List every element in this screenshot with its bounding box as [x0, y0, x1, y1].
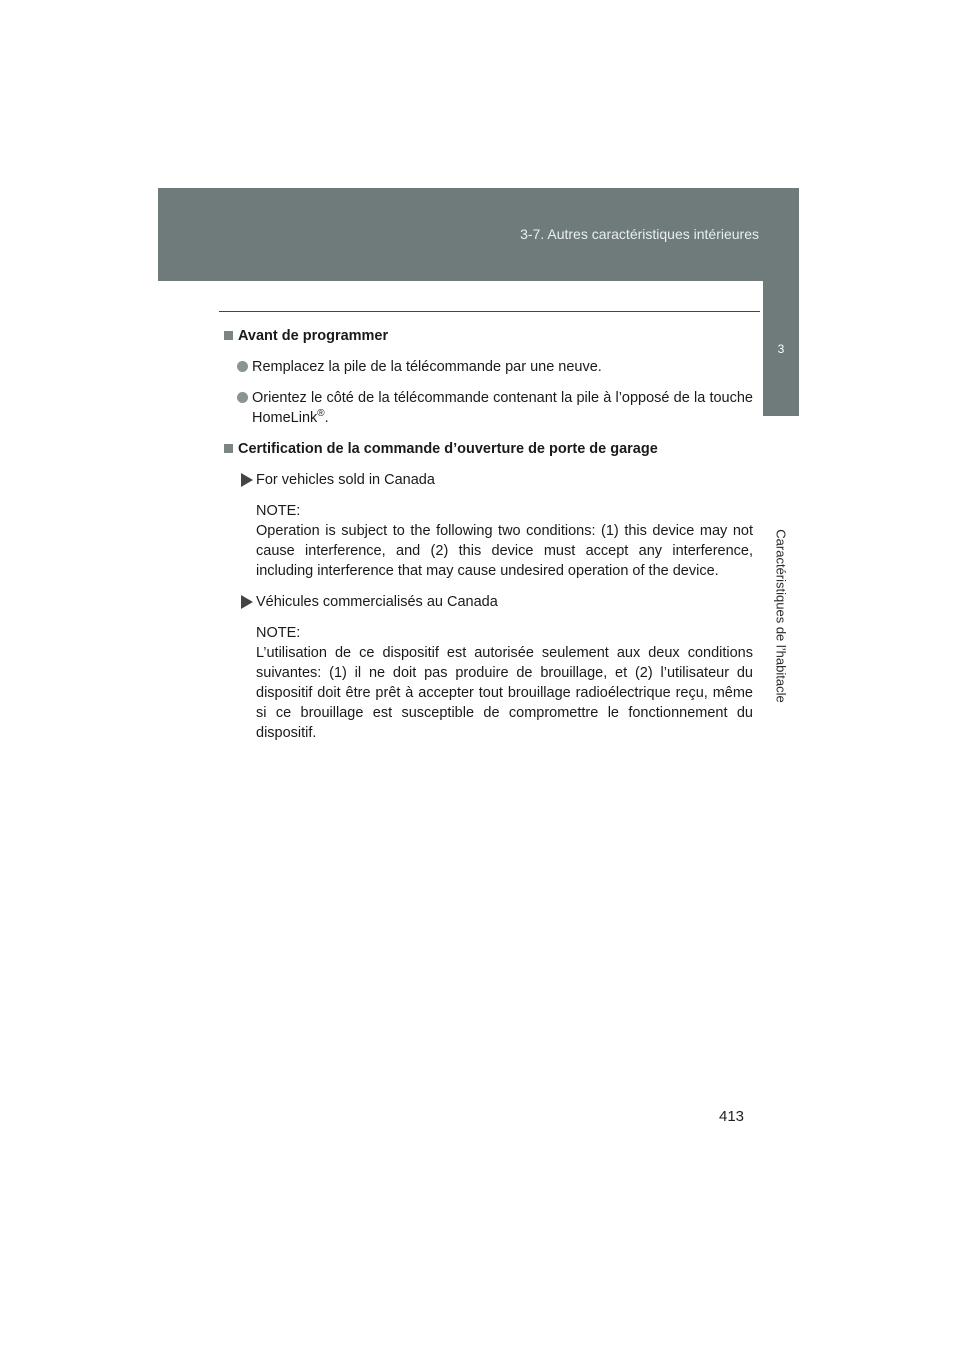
section-title: 3-7. Autres caractéristiques intérieures [520, 226, 759, 242]
note-label: NOTE: [256, 625, 301, 641]
top-rule [219, 311, 760, 312]
chapter-label: Caractéristiques de l’habitacle [773, 529, 789, 703]
square-bullet-icon [224, 444, 233, 453]
round-bullet-icon [237, 361, 248, 372]
list-item [224, 388, 753, 428]
triangle-right-icon [241, 473, 253, 487]
chapter-number: 3 [763, 281, 799, 416]
list-item-period: . [324, 410, 329, 426]
heading-text: Certification de la commande d’ouverture de porte de garage [238, 441, 658, 457]
header-band [158, 188, 799, 281]
note-block [224, 501, 753, 581]
sub-item-label: For vehicles sold in Canada [256, 472, 435, 488]
triangle-right-icon [241, 595, 253, 609]
chapter-side-tab [763, 281, 799, 839]
square-bullet-icon [224, 331, 233, 340]
section-heading [224, 439, 753, 459]
note-text: Operation is subject to the following two conditions: (1) this device may not cause interference, and (2) this device must accept any interference, including interference that may cause undesired operation of the device. [256, 523, 753, 579]
note-text: L’utilisation de ce dispositif est autorisée seulement aux deux conditions suivantes: (1) il ne doit pas produire de brouillage, et (2) l’utilisateur du dispositif doit être prêt à accepter tout brouillage radioélectrique reçu, même si ce brouillage est susceptible de compromettre le fonctionnement du dispositif. [256, 645, 753, 741]
sub-item [224, 592, 753, 612]
sub-item-label: Véhicules commercialisés au Canada [256, 594, 498, 610]
page-number: 413 [719, 1108, 745, 1125]
sub-item [224, 470, 753, 490]
heading-text: Avant de programmer [238, 328, 389, 344]
list-item-text: Orientez le côté de la télécommande contenant la pile à l’opposé de la touche HomeLink [252, 390, 753, 426]
list-item [224, 357, 753, 377]
registered-mark: ® [317, 408, 325, 420]
note-label: NOTE: [256, 503, 301, 519]
note-block [224, 623, 753, 743]
section-heading [224, 326, 753, 346]
page-content [224, 326, 753, 754]
list-item-text: Remplacez la pile de la télécommande par une neuve. [252, 359, 602, 375]
round-bullet-icon [237, 392, 248, 403]
